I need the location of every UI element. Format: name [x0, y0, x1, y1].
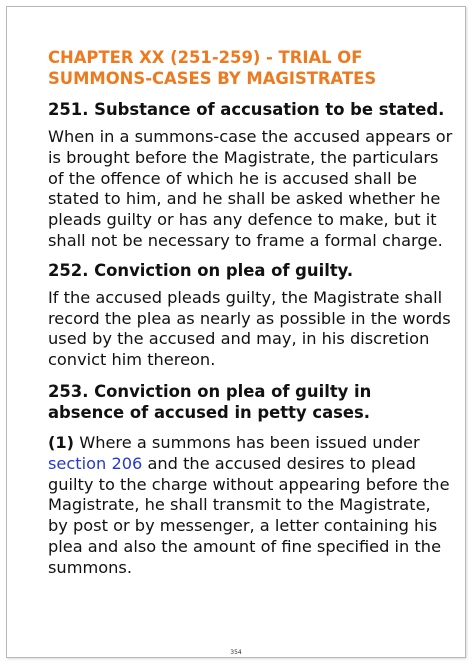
section-251-body: When in a summons-case the accused appears or is brought before the Magistrate, the particulars of the offence of which he is accused shall be stated to him, and he shall be asked whether he pleads guilty or has any defence to make, but it shall not be necessary to frame a formal charge. [48, 127, 453, 250]
section-253-text-after-link: and the accused desires to plead guilty to the charge without appearing before the Magistrate, he shall transmit to the Magistrate, by post or by messenger, a letter containing his plea and also the amount of fine specified in the summons. [48, 453, 450, 577]
chapter-title: CHAPTER XX (251-259) - TRIAL OF SUMMONS-CASES BY MAGISTRATES [48, 48, 377, 88]
section-253-body [48, 433, 453, 579]
section-206-link[interactable]: section 206 [48, 453, 143, 473]
page-number: 354 [230, 649, 242, 656]
section-252-body: If the accused pleads guilty, the Magistrate shall record the plea as nearly as possible in the words used by the accused and may, in his discretion convict him thereon. [48, 287, 451, 370]
section-253-heading: 253. Conviction on plea of guilty in absence of accused in petty cases. [48, 381, 372, 422]
document-page [6, 6, 466, 658]
section-251-heading: 251. Substance of accusation to be stated. [48, 100, 445, 119]
page-content [48, 47, 453, 579]
section-253-text-before-link: Where a summons has been issued under [74, 432, 420, 452]
subsection-number: (1) [48, 432, 75, 452]
section-252-heading: 252. Conviction on plea of guilty. [48, 260, 354, 280]
